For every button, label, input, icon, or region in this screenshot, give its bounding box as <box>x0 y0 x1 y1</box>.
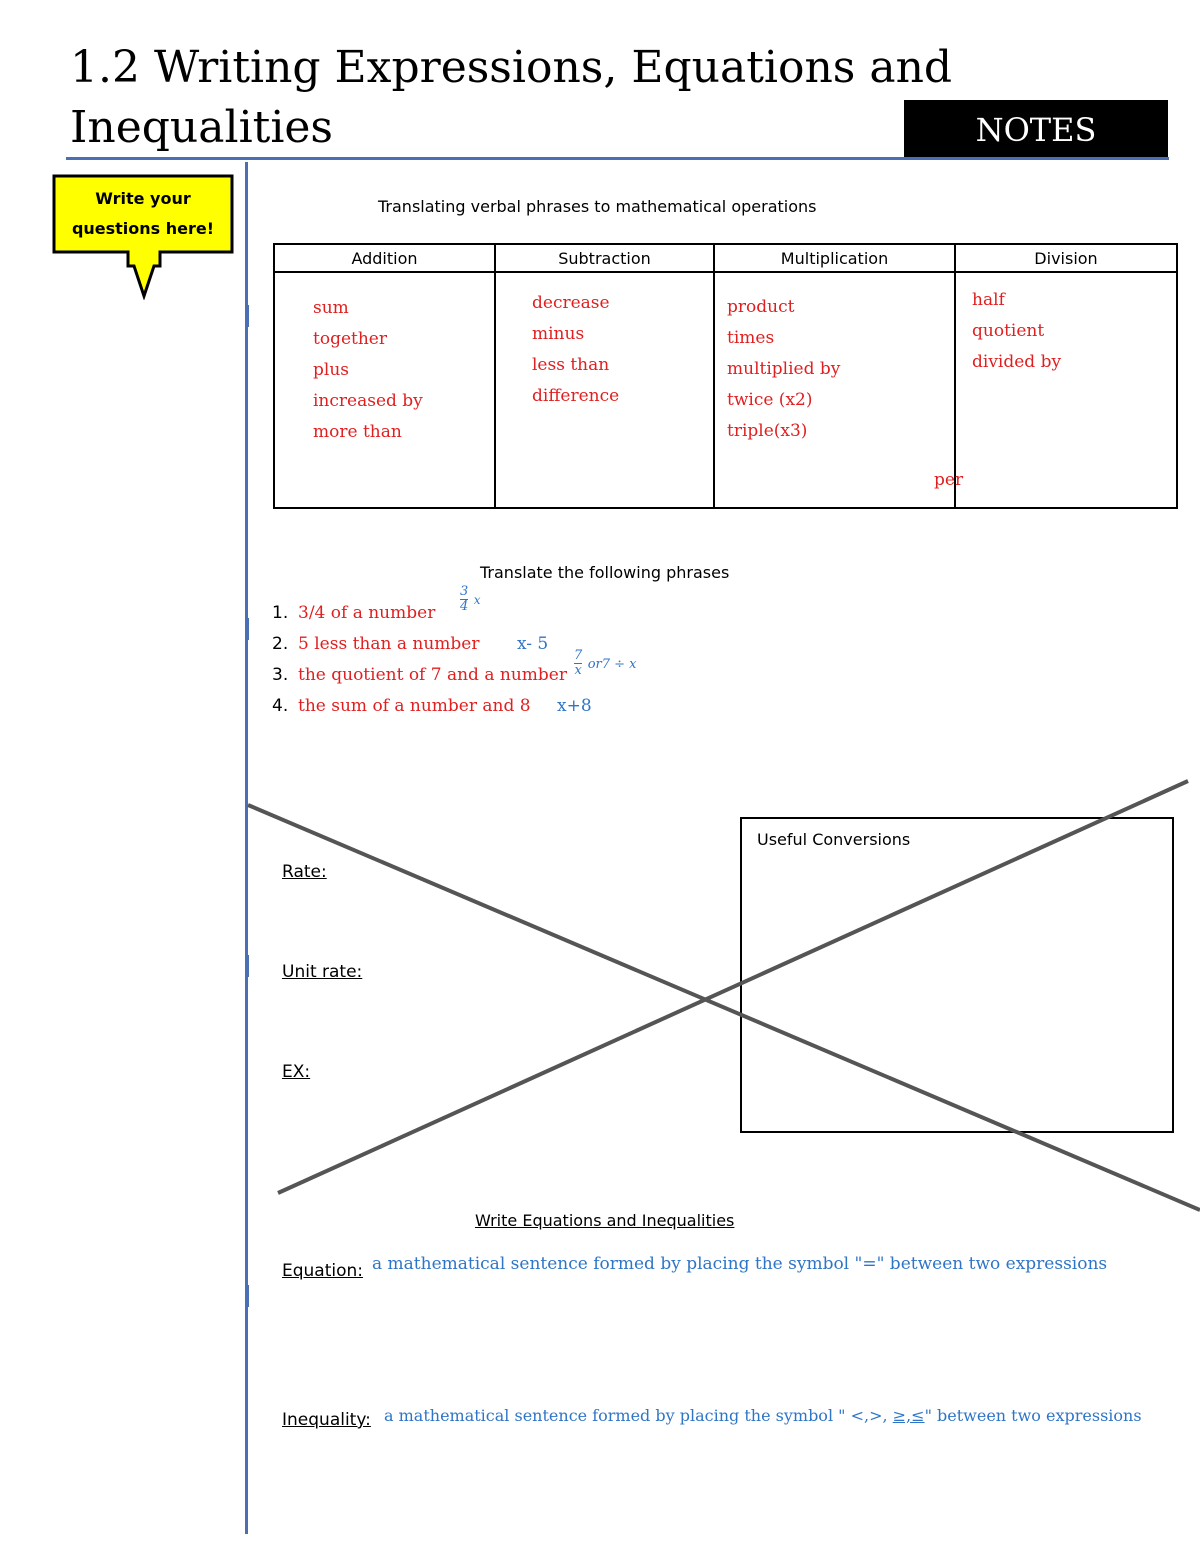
translate-caption: Translate the following phrases <box>480 563 730 582</box>
operations-caption: Translating verbal phrases to mathematical operations <box>378 197 817 216</box>
list-item: minus <box>532 324 585 344</box>
list-item: sum <box>313 298 349 318</box>
title-line-2: Inequalities <box>70 102 334 153</box>
example-label: EX: <box>282 1062 311 1082</box>
conversions-title: Useful Conversions <box>757 830 911 849</box>
header-addition: Addition <box>274 244 495 272</box>
fraction-variable: x <box>473 593 481 607</box>
list-item: together <box>313 329 387 349</box>
list-item: increased by <box>313 391 423 411</box>
list-item: multiplied by <box>727 359 841 379</box>
cross-line-2 <box>278 781 1188 1193</box>
title-line-1: 1.2 Writing Expressions, Equations and <box>70 42 953 93</box>
inequality-label: Inequality: <box>282 1410 371 1430</box>
fraction-denominator: x <box>574 663 582 678</box>
callout-line-2: questions here! <box>71 219 215 238</box>
list-item: product <box>727 297 795 317</box>
header-division: Division <box>955 244 1177 272</box>
item-number: 2. <box>272 634 289 654</box>
item-phrase: the sum of a number and 8 <box>298 696 531 716</box>
list-item: quotient <box>972 321 1045 341</box>
fraction-numerator: 7 <box>574 648 583 663</box>
item-number: 4. <box>272 696 289 716</box>
list-item: less than <box>532 355 610 375</box>
item-phrase: 5 less than a number <box>298 634 480 654</box>
list-item: plus <box>313 360 349 380</box>
list-item: divided by <box>972 352 1062 372</box>
notes-badge: NOTES <box>904 100 1168 160</box>
list-item: triple(x3) <box>727 421 808 441</box>
equations-heading: Write Equations and Inequalities <box>475 1211 735 1230</box>
list-item: half <box>972 290 1005 310</box>
fraction-rest: or7 ÷ x <box>587 657 637 672</box>
fraction-numerator: 3 <box>460 584 469 599</box>
unit-rate-label: Unit rate: <box>282 962 363 982</box>
item-phrase: the quotient of 7 and a number <box>298 665 567 685</box>
inequality-def-start: a mathematical sentence formed by placing the symbol " <,>, <box>384 1406 893 1425</box>
list-item: difference <box>532 386 620 406</box>
inequality-def-symbols: ≥,≤ <box>892 1406 925 1425</box>
list-item: twice (x2) <box>727 390 813 410</box>
equation-label: Equation: <box>282 1261 364 1281</box>
per-word: per <box>934 470 964 490</box>
inequality-definition <box>384 1406 1142 1425</box>
item-phrase: 3/4 of a number <box>298 603 436 623</box>
list-item: more than <box>313 422 402 442</box>
header-subtraction: Subtraction <box>495 244 714 272</box>
list-item: decrease <box>532 293 610 313</box>
item-number: 1. <box>272 603 289 623</box>
fraction-denominator: 4 <box>460 599 469 614</box>
list-item: times <box>727 328 775 348</box>
item-answer: x+8 <box>557 696 592 716</box>
item-answer: x- 5 <box>517 634 549 654</box>
header-multiplication: Multiplication <box>714 244 955 272</box>
cross-line-1 <box>248 805 1200 1210</box>
inequality-def-end: " between two expressions <box>924 1406 1142 1425</box>
rate-label: Rate: <box>282 862 327 882</box>
callout-line-1: Write your <box>95 189 191 208</box>
item-number: 3. <box>272 665 289 685</box>
equation-definition: a mathematical sentence formed by placing the symbol "=" between two expressions <box>372 1254 1108 1274</box>
